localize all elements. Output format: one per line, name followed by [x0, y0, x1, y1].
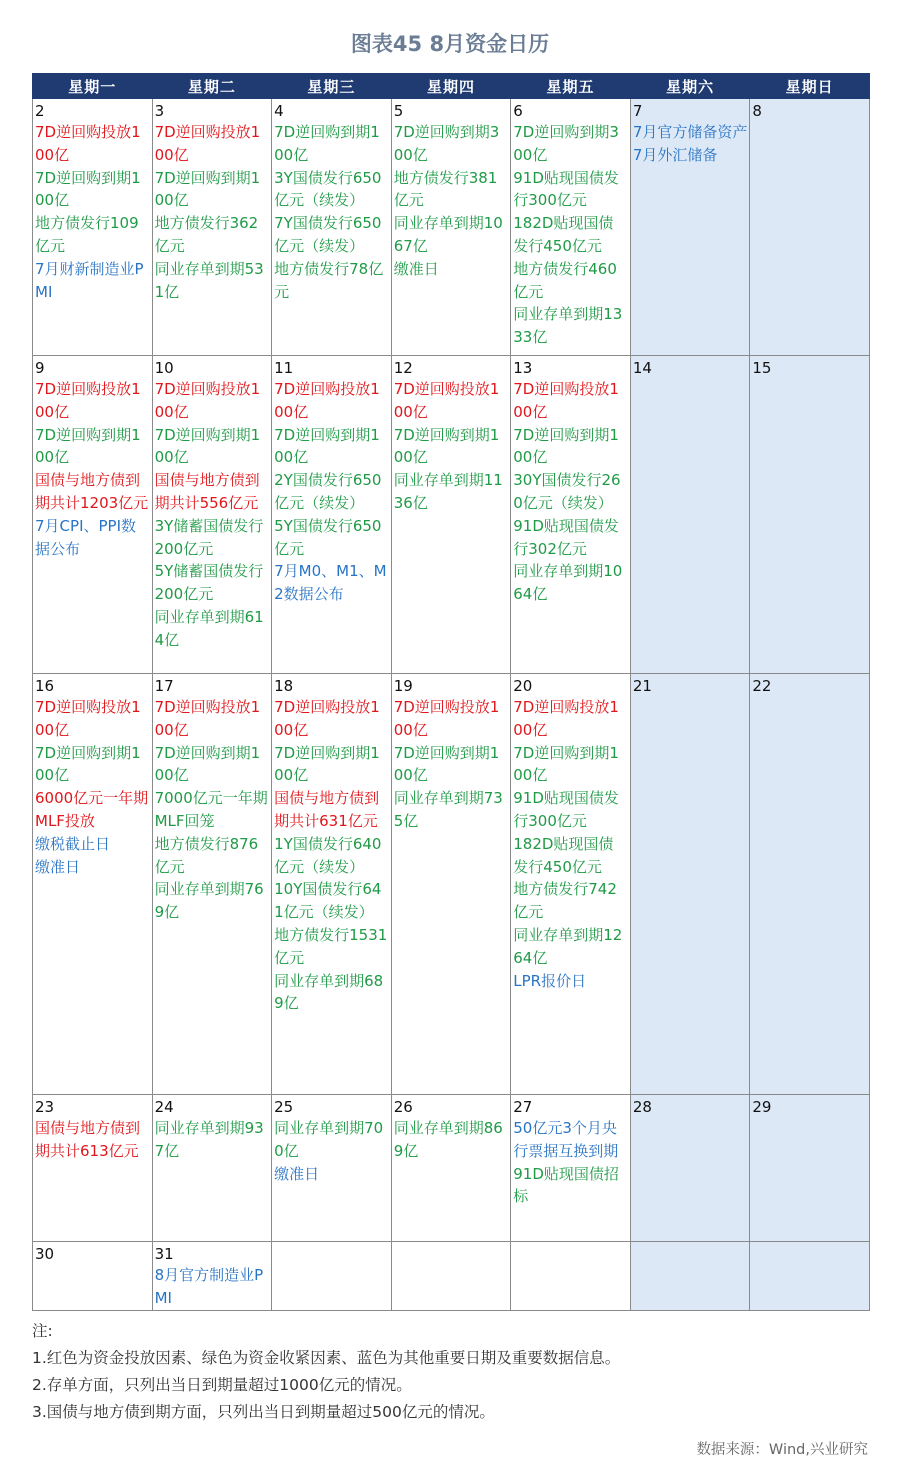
- day-number: [633, 1244, 748, 1264]
- calendar-event: 国债与地方债到期共计1203亿元: [35, 471, 149, 512]
- day-number: 16: [35, 677, 55, 695]
- calendar-event: 2Y国债发行650亿元（续发）: [274, 471, 382, 512]
- day-number: 28: [632, 1098, 652, 1116]
- calendar-event: 7D逆回购到期100亿: [154, 743, 261, 785]
- day-cell: [152, 356, 272, 674]
- day-cell: [272, 356, 392, 674]
- calendar-event: 地方债发行381亿元: [393, 168, 498, 210]
- weekday-header-mon: 星期一: [33, 74, 153, 99]
- calendar-event: 91D贴现国债招标: [513, 1164, 619, 1206]
- day-cell: [750, 1242, 870, 1311]
- calendar-event: 国债与地方债到期共计556亿元: [154, 471, 260, 512]
- calendar-event: 同业存单到期689亿: [274, 971, 384, 1013]
- notes: [32, 1318, 872, 1426]
- calendar-event: 同业存单到期700亿: [274, 1119, 384, 1160]
- day-cell: [272, 1095, 392, 1242]
- day-cell: [750, 674, 870, 1095]
- day-cell: [391, 1095, 511, 1242]
- day-cell: [391, 356, 511, 674]
- calendar-event: 7D逆回购到期300亿: [393, 123, 500, 164]
- day-number: 27: [513, 1098, 533, 1116]
- day-cell: [511, 674, 631, 1095]
- calendar-event: 1Y国债发行640亿元（续发）: [274, 834, 382, 876]
- calendar-event: 182D贴现国债发行450亿元: [513, 214, 614, 255]
- day-cell: [152, 674, 272, 1095]
- calendar-event: 同业存单到期869亿: [393, 1119, 503, 1160]
- day-number: 11: [274, 359, 294, 377]
- calendar-event: 7D逆回购到期100亿: [274, 425, 380, 467]
- calendar-event: 30Y国债发行260亿元（续发）: [513, 471, 621, 512]
- calendar-event: LPR报价日: [513, 971, 587, 990]
- calendar-event: 7D逆回购到期100亿: [274, 743, 380, 785]
- calendar-event: 7D逆回购投放100亿: [274, 698, 380, 739]
- day-cell: [391, 99, 511, 356]
- calendar-event: 缴准日: [393, 259, 439, 278]
- calendar-event: 7D逆回购到期100亿: [393, 425, 500, 467]
- day-cell: [391, 674, 511, 1095]
- day-cell: [630, 99, 750, 356]
- day-number: 22: [752, 677, 772, 695]
- calendar-event: 地方债发行742亿元: [513, 880, 617, 922]
- day-cell: [272, 99, 392, 356]
- day-number: 26: [393, 1098, 413, 1116]
- day-cell: [33, 1242, 153, 1311]
- calendar-event: 91D贴现国债发行300亿元: [513, 168, 619, 210]
- notes-heading: 注:: [32, 1322, 53, 1340]
- calendar-event: 同业存单到期1067亿: [393, 214, 503, 255]
- calendar-event: 7D逆回购投放100亿: [154, 380, 261, 421]
- calendar-event: 7D逆回购到期100亿: [35, 743, 141, 785]
- calendar-event: 7000亿元一年期MLF回笼: [154, 789, 268, 830]
- calendar-event: 7D逆回购到期100亿: [393, 743, 500, 785]
- day-cell: [511, 99, 631, 356]
- day-number: 15: [752, 359, 772, 377]
- day-cell: [272, 674, 392, 1095]
- calendar-event: 7D逆回购投放100亿: [513, 698, 619, 739]
- calendar-event: 同业存单到期937亿: [154, 1119, 264, 1160]
- day-number: [274, 1244, 389, 1264]
- day-cell: [33, 674, 153, 1095]
- calendar-event: 7D逆回购到期100亿: [513, 743, 619, 785]
- calendar-event: 同业存单到期1136亿: [393, 471, 503, 512]
- weekday-header-tue: 星期二: [152, 74, 272, 99]
- calendar-table: [32, 73, 870, 1311]
- day-number: 24: [154, 1098, 174, 1116]
- day-cell: [511, 356, 631, 674]
- calendar-event: 7D逆回购到期100亿: [274, 123, 380, 164]
- day-number: 12: [393, 359, 413, 377]
- calendar-event: 50亿元3个月央行票据互换到期: [513, 1119, 619, 1160]
- calendar-event: 同业存单到期769亿: [154, 880, 264, 922]
- day-cell: [272, 1242, 392, 1311]
- weekday-header-sat: 星期六: [630, 74, 750, 99]
- day-number: 8: [752, 102, 762, 120]
- day-cell: [152, 1242, 272, 1311]
- day-number: 17: [154, 677, 174, 695]
- calendar-event: 缴税截止日: [35, 834, 111, 853]
- day-cell: [391, 1242, 511, 1311]
- day-cell: [152, 99, 272, 356]
- week-row: [33, 674, 870, 1095]
- calendar-event: 同业存单到期1333亿: [513, 305, 623, 347]
- calendar-event: 91D贴现国债发行302亿元: [513, 516, 619, 558]
- day-cell: [152, 1095, 272, 1242]
- day-number: 20: [513, 677, 533, 695]
- day-number: 29: [752, 1098, 772, 1116]
- calendar-event: 5Y储蓄国债发行200亿元: [154, 562, 264, 604]
- figure-title: 图表45 8月资金日历: [350, 32, 550, 56]
- calendar-event: 7D逆回购到期100亿: [35, 425, 141, 467]
- day-cell: [630, 1095, 750, 1242]
- calendar-event: 7D逆回购投放100亿: [154, 698, 261, 739]
- weekday-header-fri: 星期五: [511, 74, 631, 99]
- calendar-event: 同业存单到期614亿: [154, 607, 264, 649]
- day-number: [394, 1244, 509, 1264]
- day-number: 2: [35, 102, 45, 120]
- calendar-event: 地方债发行460亿元: [513, 259, 617, 301]
- calendar-event: 7Y国债发行650亿元（续发）: [274, 214, 382, 255]
- day-number: 10: [154, 359, 174, 377]
- day-number: 31: [154, 1245, 174, 1263]
- calendar-event: 7D逆回购投放100亿: [393, 698, 500, 739]
- calendar-event: 7D逆回购到期100亿: [513, 425, 619, 467]
- day-cell: [33, 356, 153, 674]
- note-line: 3.国债与地方债到期方面，只列出当日到期量超过500亿元的情况。: [32, 1403, 495, 1421]
- day-number: 23: [35, 1098, 55, 1116]
- calendar-body: [33, 99, 870, 1311]
- note-line: 1.红色为资金投放因素、绿色为资金收紧因素、蓝色为其他重要日期及重要数据信息。: [32, 1349, 621, 1367]
- week-row: [33, 356, 870, 674]
- day-number: [752, 1244, 867, 1264]
- calendar-event: 7月官方储备资产: [632, 123, 748, 141]
- calendar-event: 7D逆回购投放100亿: [154, 123, 261, 164]
- calendar-event: 3Y储蓄国债发行200亿元: [154, 516, 264, 558]
- day-cell: [750, 99, 870, 356]
- calendar-event: 7D逆回购投放100亿: [274, 380, 380, 421]
- day-number: 4: [274, 102, 284, 120]
- calendar-event: 地方债发行78亿元: [274, 259, 384, 301]
- day-number: 14: [632, 359, 652, 377]
- calendar-event: 缴准日: [274, 1164, 320, 1183]
- calendar-event: 同业存单到期735亿: [393, 789, 503, 830]
- calendar-event: 7D逆回购到期300亿: [513, 123, 619, 164]
- weekday-header-thu: 星期四: [391, 74, 511, 99]
- day-number: 3: [154, 102, 165, 120]
- day-cell: [630, 1242, 750, 1311]
- calendar-event: 7月外汇储备: [632, 145, 718, 164]
- calendar-event: 7月CPI、PPI数据公布: [35, 516, 137, 558]
- day-cell: [750, 356, 870, 674]
- calendar-event: 7D逆回购到期100亿: [154, 425, 261, 467]
- day-number: 9: [35, 359, 45, 377]
- week-row: [33, 1095, 870, 1242]
- day-number: 7: [632, 102, 643, 120]
- calendar-event: 3Y国债发行650亿元（续发）: [274, 168, 382, 210]
- calendar-event: 同业存单到期1264亿: [513, 925, 623, 967]
- weekday-header-row: [33, 74, 870, 99]
- day-cell: [33, 99, 153, 356]
- day-cell: [750, 1095, 870, 1242]
- calendar-event: 同业存单到期531亿: [154, 259, 264, 301]
- weekday-header-sun: 星期日: [750, 74, 870, 99]
- calendar-event: 7D逆回购投放100亿: [393, 380, 500, 421]
- day-cell: [33, 1095, 153, 1242]
- note-line: 2.存单方面，只列出当日到期量超过1000亿元的情况。: [32, 1376, 412, 1394]
- calendar-event: 7D逆回购投放100亿: [513, 380, 619, 421]
- calendar-event: 7D逆回购到期100亿: [35, 168, 141, 210]
- calendar-event: 7月M0、M1、M2数据公布: [274, 562, 387, 604]
- calendar-event: 8月官方制造业PMI: [154, 1266, 264, 1307]
- calendar-event: 缴准日: [35, 857, 81, 876]
- week-row: [33, 1242, 870, 1311]
- day-cell: [630, 674, 750, 1095]
- calendar-event: 国债与地方债到期共计631亿元: [274, 789, 380, 830]
- day-number: 5: [393, 102, 404, 120]
- day-number: 19: [393, 677, 413, 695]
- calendar-event: 同业存单到期1064亿: [513, 562, 623, 604]
- calendar-event: 7月财新制造业PMI: [35, 259, 144, 301]
- day-number: 6: [513, 102, 523, 120]
- calendar-event: 地方债发行109亿元: [35, 214, 139, 255]
- calendar-event: 7D逆回购投放100亿: [35, 123, 141, 164]
- day-number: 30: [35, 1245, 55, 1263]
- calendar-event: 7D逆回购投放100亿: [35, 698, 141, 739]
- calendar-event: 91D贴现国债发行300亿元: [513, 789, 619, 830]
- calendar-event: 地方债发行876亿元: [154, 834, 259, 876]
- week-row: [33, 99, 870, 356]
- calendar-event: 地方债发行1531亿元: [274, 925, 388, 967]
- calendar-event: 7D逆回购到期100亿: [154, 168, 261, 210]
- day-cell: [511, 1095, 631, 1242]
- day-number: [513, 1244, 628, 1264]
- calendar-event: 7D逆回购投放100亿: [35, 380, 141, 421]
- calendar-event: 5Y国债发行650亿元: [274, 516, 382, 558]
- calendar-event: 国债与地方债到期共计613亿元: [35, 1119, 141, 1160]
- day-cell: [511, 1242, 631, 1311]
- data-source: 数据来源：Wind,兴业研究: [696, 1442, 868, 1458]
- calendar-event: 10Y国债发行641亿元（续发）: [274, 880, 382, 922]
- weekday-header-wed: 星期三: [272, 74, 392, 99]
- day-number: 18: [274, 677, 294, 695]
- calendar-event: 182D贴现国债发行450亿元: [513, 834, 614, 876]
- day-number: 25: [274, 1098, 294, 1116]
- day-number: 13: [513, 359, 533, 377]
- day-cell: [630, 356, 750, 674]
- day-number: 21: [632, 677, 652, 695]
- calendar-event: 地方债发行362亿元: [154, 214, 259, 255]
- calendar-event: 6000亿元一年期MLF投放: [35, 789, 149, 830]
